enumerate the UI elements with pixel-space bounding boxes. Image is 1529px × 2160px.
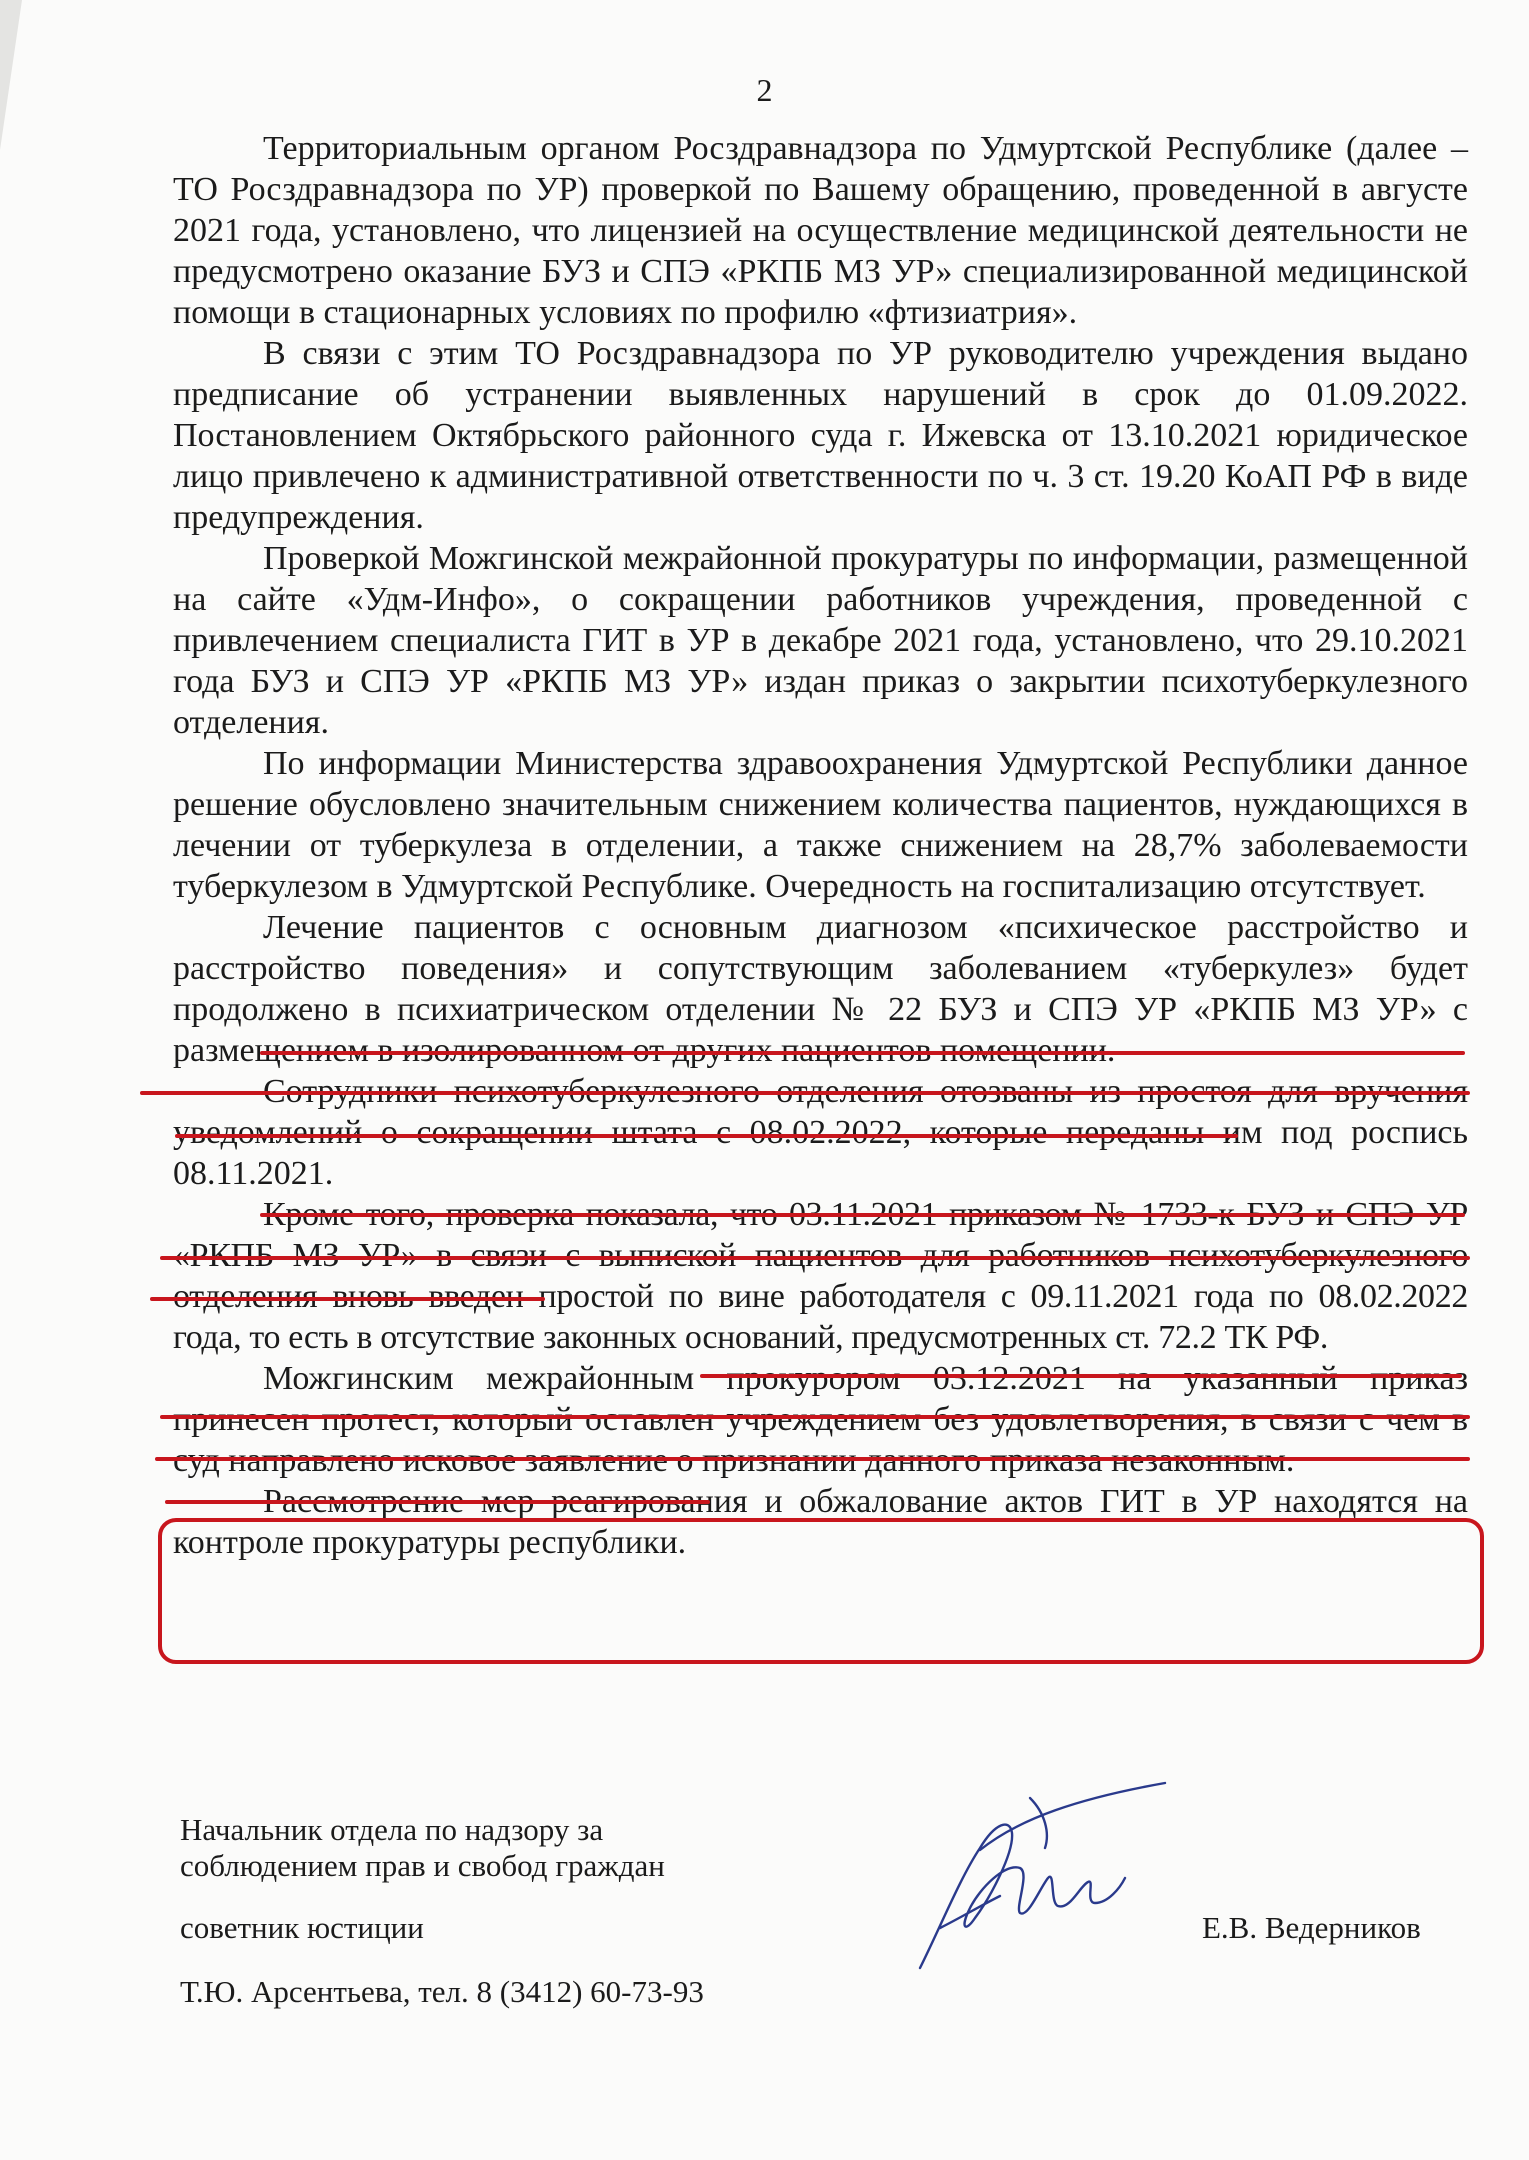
signatory-title [180, 1812, 665, 1884]
red-underline [160, 1256, 1470, 1260]
paragraph-ministry-information: По информации Министерства здравоохранения Удмуртской Республики данное решение обусловлено значительным снижением количества пациентов, нуждающихся в лечении от туберкулеза в отделении, а также снижением на 28,7% заболеваемости туберкулезом в Удмуртской Республике. Очередность на госпитализацию отсутствует. [173, 745, 1468, 905]
paragraph-downtime-order: Кроме того, проверка показала, что 03.11.2021 приказом № 1733-к БУЗ и СПЭ УР «РКПБ МЗ УР» в связи с выпиской пациентов для работников психотуберкулезного отделения вновь введен простой по вине работодателя с 09.11.2021 года по 08.02.2022 года, то есть в отсутствие законных оснований, предусмотренных ст. 72.2 ТК РФ. [173, 1196, 1468, 1356]
signatory-rank: советник юстиции [180, 1910, 424, 1945]
red-underline [140, 1091, 1470, 1095]
paragraph-patient-treatment: Лечение пациентов с основным диагнозом «психическое расстройство и расстройство поведения» и сопутствующим заболеванием «туберкулез» будет продолжено в психиатрическом отделении № 22 БУЗ и СПЭ УР «РКПБ МЗ УР» с размещением в изолированном от других пациентов помещении. [173, 909, 1468, 1069]
letter-body [173, 128, 1468, 1563]
handwritten-signature [880, 1778, 1180, 1978]
red-underline [165, 1500, 710, 1504]
paragraph-prosecutor-protest: Можгинским межрайонным прокурором 03.12.2021 на указанный приказ принесен протест, который оставлен учреждением без удовлетворения, в связи с чем в суд направлено исковое заявление о признании данного приказа незаконным. [173, 1360, 1468, 1479]
executor-contact: Т.Ю. Арсентьева, тел. 8 (3412) 60-73-93 [180, 1974, 704, 2009]
paragraph-prescription-and-court: В связи с этим ТО Росздравнадзора по УР руководителю учреждения выдано предписание об устранении выявленных нарушений в срок до 01.09.2022. Постановлением Октябрьского районного суда г. Ижевска от 13.10.2021 юридическое лицо привлечено к административной ответственности по ч. 3 ст. 19.20 КоАП РФ в виде предупреждения. [173, 335, 1468, 536]
page-number: 2 [756, 72, 773, 108]
paragraph-staff-notifications: Сотрудники психотуберкулезного отделения отозваны из простоя для вручения уведомлений о сокращении штата с 08.02.2022, которые переданы им под роспись 08.11.2021. [173, 1073, 1468, 1192]
red-underline [175, 1134, 1238, 1138]
red-highlight-box [158, 1518, 1484, 1664]
paragraph-prosecutor-inspection: Проверкой Можгинской межрайонной прокуратуры по информации, размещенной на сайте «Удм-Инфо», о сокращении работников учреждения, проведенной с привлечением специалиста ГИТ в УР в декабре 2021 года, установлено, что 29.10.2021 года БУЗ и СПЭ УР «РКПБ МЗ УР» издан приказ о закрытии психотуберкулезного отделения. [173, 540, 1468, 741]
signatory-name: Е.В. Ведерников [1202, 1910, 1421, 1945]
red-underline [260, 1213, 1465, 1217]
red-underline [160, 1415, 1470, 1419]
red-underline [700, 1374, 1462, 1378]
paragraph-control: Рассмотрение мер реагирования и обжалование актов ГИТ в УР находятся на контроле прокуратуры республики. [173, 1483, 1468, 1561]
red-underline [150, 1297, 545, 1301]
red-underline [260, 1051, 1465, 1055]
paragraph-roszdravnadzor-inspection: Территориальным органом Росздравнадзора по Удмуртской Республике (далее – ТО Росздравнадзора по УР) проверкой по Вашему обращению, проведенной в августе 2021 года, установлено, что лицензией на осуществление медицинской деятельности не предусмотрено оказание БУЗ и СПЭ «РКПБ МЗ УР» специализированной медицинской помощи в стационарных условиях по профилю «фтизиатрия». [173, 130, 1468, 331]
red-underline [155, 1457, 1470, 1461]
signatory-title-line-1: Начальник отдела по надзору за [180, 1812, 604, 1847]
signatory-title-line-2: соблюдением прав и свобод граждан [180, 1848, 665, 1883]
